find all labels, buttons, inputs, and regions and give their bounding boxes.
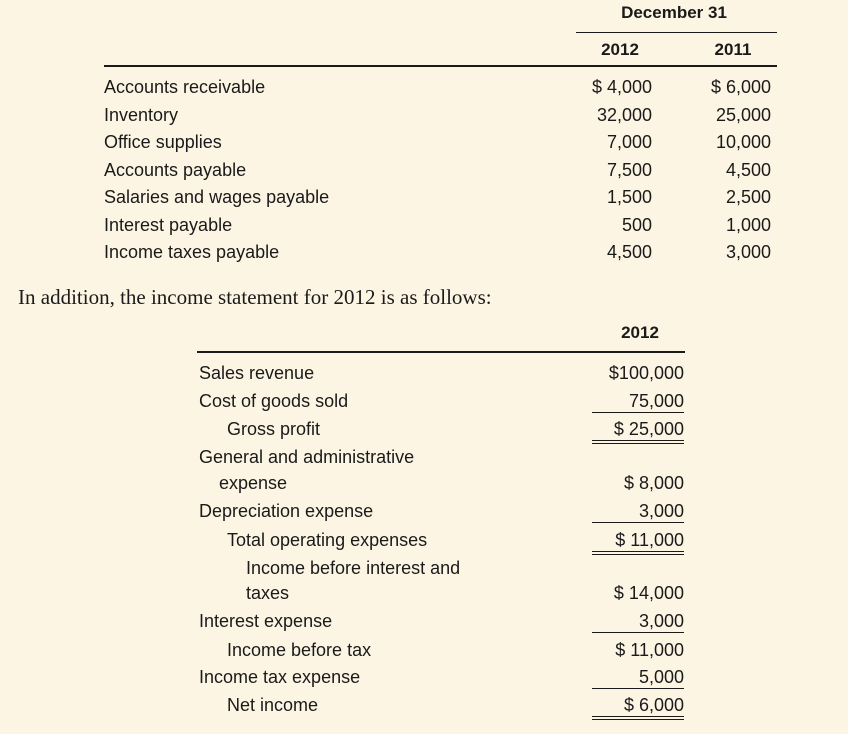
income-label: General and administrative — [199, 447, 415, 467]
balance-value-2012: 7,000 — [606, 132, 652, 152]
balance-value-2012: 500 — [621, 215, 652, 235]
income-label: Interest expense — [199, 611, 333, 631]
balance-table-rule — [104, 65, 777, 67]
header-rule — [576, 32, 777, 33]
year-2011-header: 2011 — [714, 40, 752, 59]
balance-header: December 31 — [621, 3, 727, 22]
balance-label: Office supplies — [104, 132, 222, 152]
balance-label: Inventory — [104, 105, 179, 125]
balance-value-2012: $ 4,000 — [591, 77, 652, 97]
income-value: 3,000 — [592, 611, 684, 633]
balance-value-2011: 4,500 — [725, 160, 771, 180]
balance-label: Interest payable — [104, 215, 233, 235]
income-year-header: 2012 — [621, 323, 659, 342]
income-value: 3,000 — [592, 501, 684, 523]
income-label: Cost of goods sold — [199, 391, 349, 411]
balance-value-2012: 1,500 — [606, 187, 652, 207]
income-value: $100,000 — [608, 363, 684, 383]
income-value: 5,000 — [592, 667, 684, 689]
balance-label: Income taxes payable — [104, 242, 280, 262]
balance-value-2011: 10,000 — [715, 132, 771, 152]
balance-value-2012: 7,500 — [606, 160, 652, 180]
balance-value-2012: 4,500 — [606, 242, 652, 262]
income-label: expense — [219, 473, 288, 493]
income-label: Income before interest and — [246, 558, 461, 578]
balance-value-2011: 3,000 — [725, 242, 771, 262]
income-value: $ 8,000 — [623, 473, 684, 493]
balance-value-2012: 32,000 — [596, 105, 652, 125]
balance-label: Accounts payable — [104, 160, 247, 180]
income-label: Depreciation expense — [199, 501, 374, 521]
balance-value-2011: 1,000 — [725, 215, 771, 235]
income-table-rule — [197, 351, 685, 353]
income-label: taxes — [246, 583, 290, 603]
balance-value-2011: $ 6,000 — [710, 77, 771, 97]
income-label: Income before tax — [227, 640, 372, 660]
income-value: $ 14,000 — [613, 583, 684, 603]
income-label: Sales revenue — [199, 363, 315, 383]
income-value: $ 25,000 — [592, 419, 684, 444]
year-2012-header: 2012 — [601, 40, 639, 59]
income-value: $ 11,000 — [592, 530, 684, 555]
income-value: $ 6,000 — [592, 695, 684, 720]
balance-label: Salaries and wages payable — [104, 187, 330, 207]
income-label: Gross profit — [227, 419, 321, 439]
income-label: Total operating expenses — [227, 530, 428, 550]
balance-value-2011: 2,500 — [725, 187, 771, 207]
balance-label: Accounts receivable — [104, 77, 266, 97]
income-value: $ 11,000 — [615, 640, 684, 660]
balance-value-2011: 25,000 — [715, 105, 771, 125]
intro-text: In addition, the income statement for 2012 is as follows: — [18, 285, 492, 309]
income-value: 75,000 — [592, 391, 684, 413]
income-label: Net income — [227, 695, 319, 715]
income-label: Income tax expense — [199, 667, 361, 687]
